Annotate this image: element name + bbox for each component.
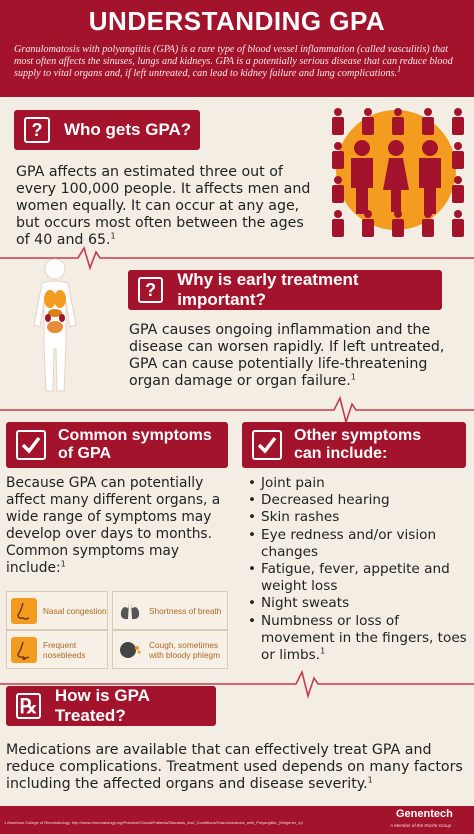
symptom-tile-cough: Cough, sometimes with bloody phlegm: [112, 630, 228, 669]
person-figure: [422, 140, 438, 156]
person-figure: [362, 117, 374, 135]
person-figure: [334, 176, 342, 184]
population-people-icon: [322, 100, 470, 240]
person-figure: [392, 219, 404, 237]
person-figure: [334, 210, 342, 218]
person-figure: [332, 117, 344, 135]
common-symptoms-title: Common symptoms of GPA: [58, 427, 212, 462]
nosebleed-icon: [11, 637, 37, 663]
prescription-icon: ℞: [16, 693, 41, 719]
brand-logo: Genentech: [396, 808, 453, 820]
person-figure: [454, 142, 462, 150]
person-figure: [422, 117, 434, 135]
person-figure: [332, 219, 344, 237]
person-figure: [388, 140, 404, 156]
how-treated-body: Medications are available that can effectively treat GPA and reduce complications. Treatment used depends on many factors including the affected organs and disease severity.$^1$: [6, 742, 463, 792]
person-figure: [424, 108, 432, 116]
person-figure: [452, 117, 464, 135]
person-figure: [334, 142, 342, 150]
page-title: UNDERSTANDING GPA: [88, 6, 386, 36]
symptom-tile-nasal-congestion: Nasal congestion: [6, 591, 108, 630]
cough-icon: [117, 637, 143, 663]
list-item: • Numbness or loss of movement in the fingers, toes or limbs.$^1$: [248, 613, 470, 665]
person-figure: [452, 219, 464, 237]
other-symptoms-title: Other symptoms can include:: [294, 427, 422, 462]
who-gets-gpa-title: Who gets GPA?: [64, 120, 192, 139]
common-symptoms-body: Because GPA can potentially affect many different organs, a wide range of symptoms may develop over days to months. Common symptoms may include:$^1$: [6, 475, 221, 576]
person-figure: [422, 219, 434, 237]
person-figure: [394, 108, 402, 116]
why-early-treatment-banner: [128, 270, 442, 310]
human-body-organs-icon: [20, 255, 90, 395]
common-symptoms-banner: [6, 422, 228, 468]
person-figure: [364, 108, 372, 116]
how-treated-banner: [6, 686, 216, 726]
why-early-treatment-body: GPA causes ongoing inflammation and the disease can worsen rapidly. If left untreated, GPA can cause potentially life-threatening organ damage or organ failure.$^1$: [129, 322, 445, 389]
list-item: • Joint pain: [248, 475, 470, 492]
why-early-treatment-title: Why is early treatment important?: [177, 270, 359, 309]
brand-tagline: A Member of the Roche Group: [390, 823, 452, 828]
other-symptoms-banner: [242, 422, 466, 468]
checkmark-icon: [16, 430, 46, 460]
list-item: • Fatigue, fever, appetite and weight loss: [248, 561, 470, 595]
person-figure: [454, 210, 462, 218]
list-item: • Skin rashes: [248, 509, 470, 526]
nose-icon: [11, 598, 37, 624]
person-figure: [332, 185, 344, 203]
person-figure: [452, 151, 464, 169]
symptom-tile-shortness-of-breath: Shortness of breath: [112, 591, 228, 630]
how-treated-title: How is GPA Treated?: [54, 686, 150, 725]
person-figure: [454, 108, 462, 116]
symptom-tile-frequent-nosebleeds: Frequent nosebleeds: [6, 630, 108, 669]
list-item: • Decreased hearing: [248, 492, 470, 509]
person-figure: [354, 140, 370, 156]
person-figure: [454, 176, 462, 184]
intro-text: Granulomatosis with polyangiitis (GPA) is a rare type of blood vessel inflammation (called vasculitis) that most often affects the sinuses, lungs and kidneys. GPA is a potentially serious disease that can reduce blood supply to vital organs and, if left untreated, can lead to kidney failure and lung complications.$^1$: [14, 44, 453, 79]
checkmark-icon: [252, 430, 282, 460]
question-icon: ?: [24, 117, 50, 143]
who-gets-gpa-banner: [14, 110, 200, 150]
citation-footnote: 1 American College of Rheumatology. http://www.rheumatology.org/Practice/Clinical/Patients/Diseases_And_Conditions/Granulomatosis_with_Polyangiitis_(Wegener_s)/: [4, 820, 303, 825]
person-figure: [392, 117, 404, 135]
person-figure: [452, 185, 464, 203]
who-gets-gpa-body: GPA affects an estimated three out of every 100,000 people. It affects men and women equally. It can occur at any age, but occurs most often between the ages of 40 and 65.$^1$: [16, 164, 311, 248]
person-figure: [334, 108, 342, 116]
person-figure: [362, 219, 374, 237]
list-item: • Night sweats: [248, 595, 470, 612]
person-figure: [332, 151, 344, 169]
other-symptoms-list: [248, 475, 470, 664]
question-icon: ?: [138, 277, 163, 303]
list-item: • Eye redness and/or vision changes: [248, 527, 470, 561]
lungs-icon: [117, 598, 143, 624]
